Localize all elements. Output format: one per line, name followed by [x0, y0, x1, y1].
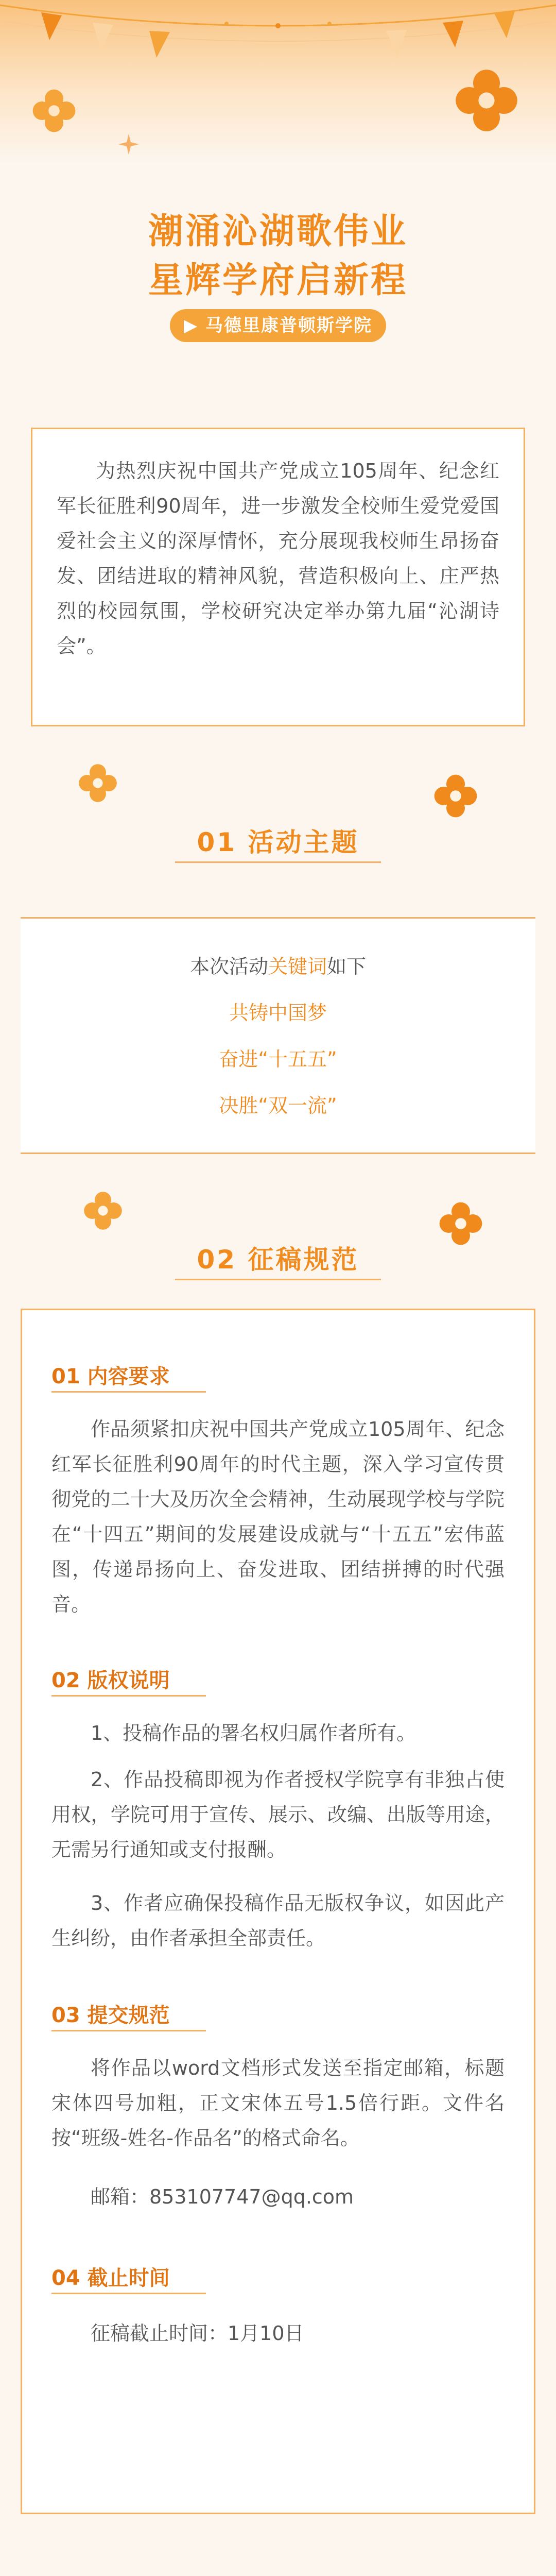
theme-keyword-2: 奋进“十五五”	[219, 1048, 337, 1071]
copyright-item-1: 1、投稿作品的署名权归属作者所有。	[91, 1722, 416, 1744]
page-title-line1: 潮涌沁湖歌伟业	[148, 211, 408, 252]
flower-icon	[82, 1190, 124, 1231]
subsection-underline	[51, 1391, 206, 1393]
theme-lead: 本次活动关键词如下	[189, 955, 367, 978]
subsection-title-content: 01 内容要求	[51, 1365, 170, 1388]
flower-icon	[432, 773, 479, 819]
flower-icon	[77, 762, 118, 804]
page-title-line2: 星辉学府启新程	[148, 260, 408, 301]
section-divider	[175, 861, 381, 863]
flower-icon	[453, 67, 520, 134]
subsection-underline	[51, 2293, 206, 2294]
deadline-text: 征稿截止时间：1月10日	[91, 2322, 304, 2345]
sparkle-icon	[118, 134, 139, 155]
theme-keyword-label: 关键词	[268, 955, 327, 978]
subtitle-icon: ▶	[184, 315, 205, 336]
subsection-title-deadline: 04 截止时间	[51, 2266, 170, 2290]
subsection-title-submission: 03 提交规范	[51, 2004, 170, 2027]
submission-email: 邮箱：853107747@qq.com	[91, 2185, 354, 2208]
subtitle-badge	[170, 309, 386, 342]
flower-icon	[31, 88, 77, 134]
theme-keyword-3: 决胜“双一流”	[219, 1094, 337, 1117]
bunting-decoration	[0, 0, 556, 62]
subsection-underline	[51, 1695, 206, 1697]
section-divider	[175, 1279, 381, 1280]
subtitle-text: 马德里康普顿斯学院	[205, 315, 372, 336]
copyright-item-2: 2、作品投稿即视为作者授权学院享有非独占使用权，学院可用于宣传、展示、改编、出版等用途，无需另行通知或支付报酬。	[51, 1768, 505, 1861]
subsection-title-copyright: 02 版权说明	[51, 1669, 170, 1692]
theme-keyword-1: 共铸中国梦	[229, 1002, 327, 1024]
intro-text: 为热烈庆祝中国共产党成立105周年、纪念红军长征胜利90周年，进一步激发全校师生爱党爱国爱社会主义的深厚情怀，充分展现我校师生昂扬奋发、团结进取的精神风貌，营造积极向上、庄严热烈的校园氛围，学校研究决定举办第九届“沁湖诗会”。	[57, 460, 499, 657]
copyright-item-3: 3、作者应确保投稿作品无版权争议，如因此产生纠纷，由作者承担全部责任。	[51, 1892, 505, 1950]
submission-text: 将作品以word文档形式发送至指定邮箱，标题宋体四号加粗，正文宋体五号1.5倍行距。文件名按“班级-姓名-作品名”的格式命名。	[51, 2057, 505, 2149]
content-requirements-text: 作品须紧扣庆祝中国共产党成立105周年、纪念红军长征胜利90周年的时代主题，深入学习宣传贯彻党的二十大及历次全会精神，生动展现学校与学院在“十四五”期间的发展建设成就与“十五五”宏伟蓝图，传递昂扬向上、奋发进取、团结拼搏的时代强音。	[51, 1418, 505, 1616]
section-heading-guidelines: 02 征稿规范	[197, 1245, 359, 1275]
section-heading-theme: 01 活动主题	[197, 827, 359, 857]
subsection-underline	[51, 2030, 206, 2031]
